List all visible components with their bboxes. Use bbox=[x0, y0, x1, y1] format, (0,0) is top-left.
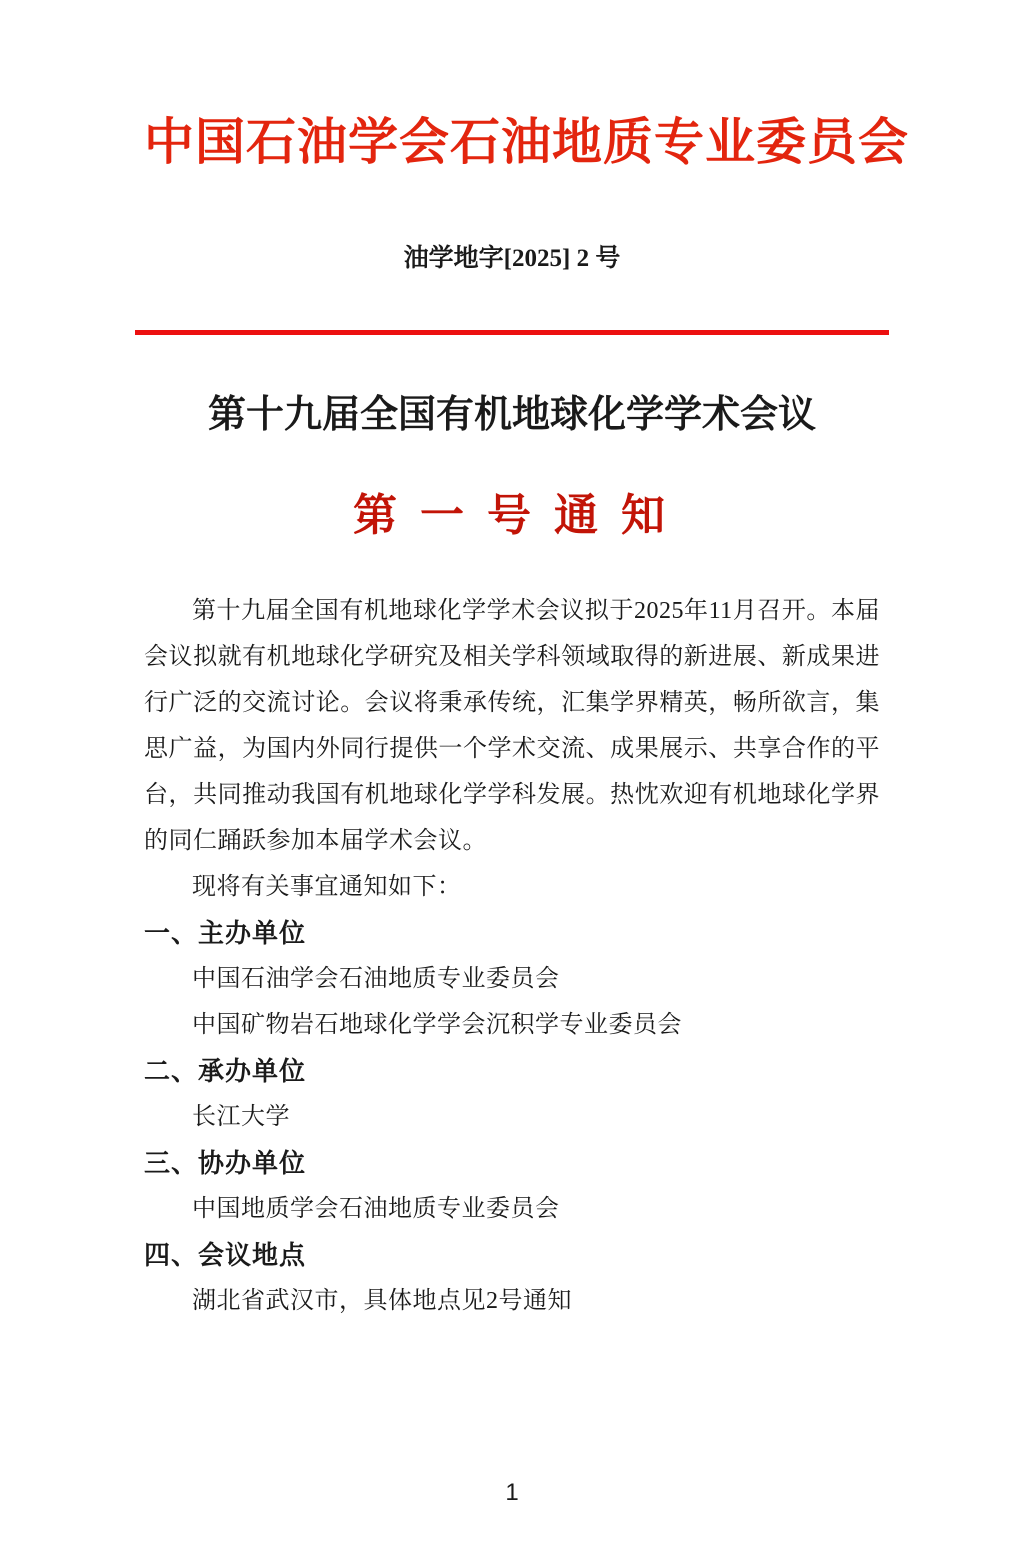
notice-lead-line: 现将有关事宜通知如下： bbox=[192, 874, 462, 900]
document-page bbox=[0, 110, 1024, 1558]
red-divider-line bbox=[135, 330, 889, 335]
intro-paragraph: 第十九届全国有机地球化学学术会议拟于2025年11月召开。本届会议拟就有机地球化学研究及相关学科领域取得的新进展、新成果进行广泛的交流讨论。会议将秉承传统，汇集学界精英，畅所欲言，集思广益，为国内外同行提供一个学术交流、成果展示、共享合作的平台，共同推动我国有机地球化学学科发展。热忱欢迎有机地球化学界的同仁踊跃参加本届学术会议。 bbox=[144, 598, 880, 854]
section-item: 中国石油学会石油地质专业委员会 bbox=[192, 966, 560, 992]
section-organizer-units bbox=[144, 1048, 880, 1140]
doc-number: 油学地字[2025] 2 号 bbox=[403, 245, 621, 272]
org-title: 中国石油学会石油地质专业委员会 bbox=[144, 114, 909, 170]
section-venue bbox=[144, 1232, 880, 1324]
section-item: 中国地质学会石油地质专业委员会 bbox=[192, 1196, 560, 1222]
notice-number-title: 第 一 号 通 知 bbox=[353, 491, 671, 540]
section-heading-venue: 四、会议地点 bbox=[144, 1240, 307, 1270]
section-heading-organizer-units: 二、承办单位 bbox=[144, 1056, 307, 1086]
section-item: 湖北省武汉市，具体地点见2号通知 bbox=[192, 1288, 572, 1314]
section-host-units bbox=[144, 910, 880, 1048]
page-number: 1 bbox=[505, 1479, 519, 1506]
section-heading-host-units: 一、主办单位 bbox=[144, 918, 307, 948]
section-co-organizer-units bbox=[144, 1140, 880, 1232]
section-item: 中国矿物岩石地球化学学会沉积学专业委员会 bbox=[192, 1012, 682, 1038]
section-heading-co-organizer-units: 三、协办单位 bbox=[144, 1148, 307, 1178]
conference-title: 第十九届全国有机地球化学学术会议 bbox=[207, 394, 816, 436]
section-item: 长江大学 bbox=[192, 1104, 290, 1130]
document-body bbox=[144, 588, 880, 1324]
